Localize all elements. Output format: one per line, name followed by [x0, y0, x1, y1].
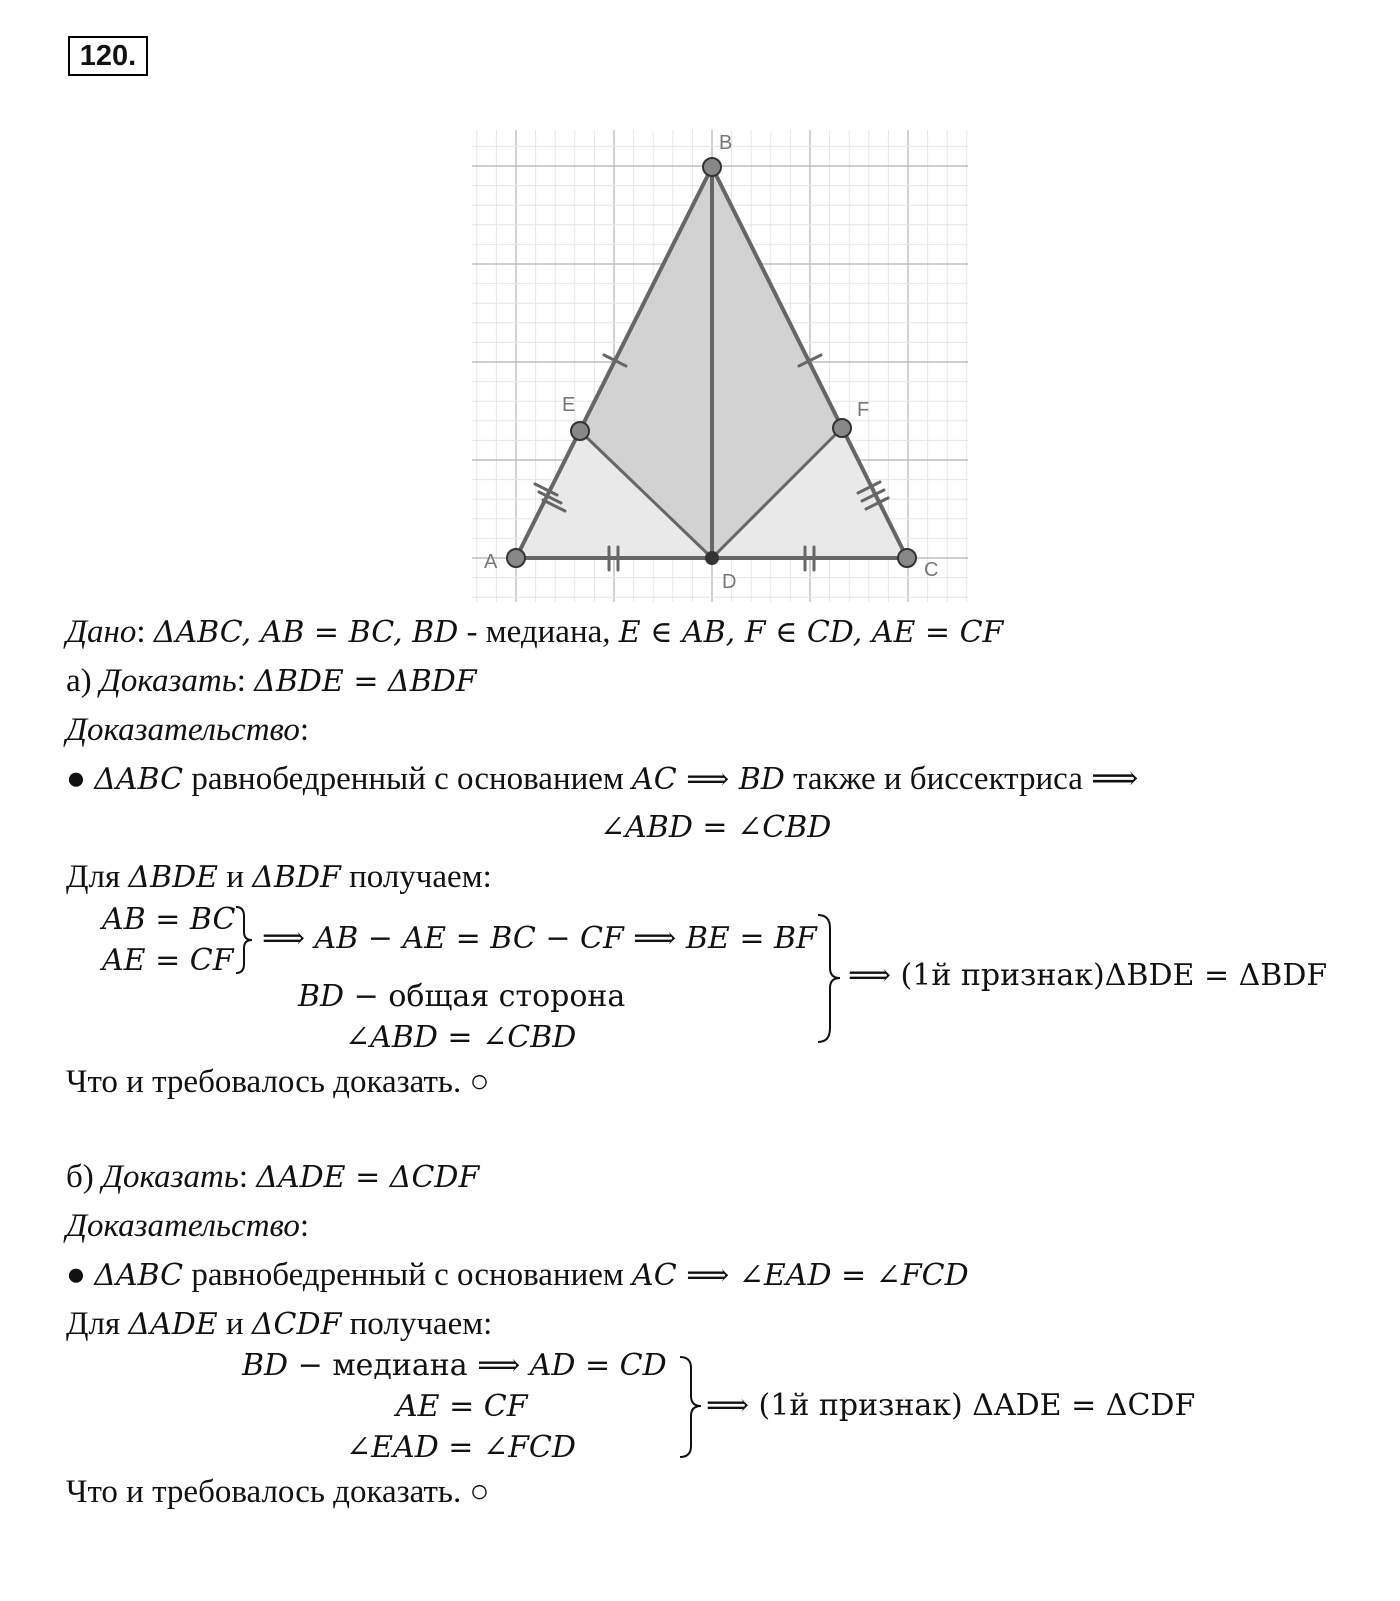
part-b-for-expr-1: ΔADE — [128, 1307, 218, 1342]
point-c — [898, 549, 916, 567]
part-b-sys-l1-expr: BD — [242, 1348, 289, 1383]
part-b-for-text-2: и — [217, 1306, 252, 1342]
part-b-proof-label: Доказательство — [66, 1208, 300, 1244]
part-b-bullet-text-1: равнобедренный с основанием — [183, 1257, 633, 1293]
part-b-marker: б) — [66, 1159, 94, 1195]
part-a-prove-expr: ΔBDE = ΔBDF — [254, 664, 477, 699]
part-a-conclusion: ⟹ (1й признак)ΔBDE = ΔBDF — [848, 958, 1328, 993]
part-a-outer-brace — [814, 912, 844, 1046]
part-b-for-expr-2: ΔCDF — [251, 1307, 342, 1342]
label-f: F — [857, 399, 870, 421]
part-a-sys-r3: ∠ABD = ∠CBD — [345, 1020, 577, 1055]
point-a — [507, 549, 525, 567]
given-median-word: - медиана, — [458, 614, 619, 650]
part-a-for-text-1: Для — [66, 859, 129, 895]
part-b-proof-heading — [66, 1206, 309, 1246]
part-b-sys-l1-expr-2: ⟹ AD = CD — [477, 1348, 667, 1383]
given-label: Дано — [66, 614, 137, 650]
part-a-proof-label: Доказательство — [66, 712, 300, 748]
part-b-sys-l3: ∠EAD = ∠FCD — [346, 1430, 576, 1465]
part-a-for-text-2: и — [218, 859, 253, 895]
part-a-for-expr-2: ΔBDF — [252, 860, 341, 895]
label-c: C — [924, 559, 939, 581]
part-b-colon: : — [238, 1159, 257, 1195]
part-b-sys-l1 — [242, 1348, 667, 1384]
part-a-colon: : — [236, 663, 255, 699]
part-b-sys-l1-text: − медиана — [288, 1348, 478, 1383]
part-b-bullet-line — [66, 1255, 969, 1296]
part-b-prove-label: Доказать — [102, 1159, 239, 1195]
part-a-prove-line — [66, 661, 477, 702]
part-b-prove-expr: ΔADE = ΔCDF — [256, 1160, 480, 1195]
given-line — [66, 612, 1003, 653]
part-b-qed: Что и требовалось доказать. ○ — [66, 1474, 490, 1510]
part-b-bullet-expr-1: ΔABC — [94, 1258, 184, 1293]
part-a-sys-r2-text: − общая сторона — [344, 979, 626, 1014]
label-a: A — [484, 551, 498, 573]
part-a-marker: а) — [66, 663, 92, 699]
point-e — [571, 422, 589, 440]
part-b-sys-l2: AE = CF — [396, 1389, 528, 1424]
part-a-prove-label: Доказать — [99, 663, 237, 699]
part-a-bullet-text-2: также и биссектриса ⟹ — [784, 761, 1139, 797]
given-expr-2: E ∈ AB, F ∈ CD, AE = CF — [618, 615, 1004, 650]
part-b-for-text-1: Для — [66, 1306, 129, 1342]
part-a-angle-equality: ∠ABD = ∠CBD — [600, 810, 832, 845]
part-a-for-line — [66, 857, 492, 898]
part-b-prove-line — [66, 1157, 479, 1198]
point-d — [706, 552, 718, 564]
part-a-bullet-expr-1: ΔABC — [94, 762, 184, 797]
part-b-conclusion: ⟹ (1й признак) ΔADE = ΔCDF — [706, 1388, 1196, 1423]
part-a-sys-l1: AB = BC — [102, 902, 236, 937]
part-b-for-text-3: получаем: — [341, 1306, 493, 1342]
part-a-bullet-text-1: равнобедренный с основанием — [183, 761, 633, 797]
part-a-sys-l2: AE = CF — [102, 943, 234, 978]
part-a-for-expr-1: ΔBDE — [128, 860, 219, 895]
part-a-inner-brace — [232, 904, 256, 976]
given-expr-1: ΔABC, AB = BC, BD — [153, 615, 459, 650]
part-a-sys-r1: ⟹ AB − AE = BC − CF ⟹ BE = BF — [262, 921, 817, 956]
part-b-for-line — [66, 1304, 492, 1345]
part-b-bullet: ● — [66, 1257, 86, 1293]
part-b-brace — [676, 1354, 706, 1460]
part-a-proof-heading — [66, 710, 309, 750]
label-e: E — [562, 394, 576, 416]
part-b-bullet-expr-2: AC ⟹ ∠EAD = ∠FCD — [632, 1258, 969, 1293]
part-a-bullet-expr-2: AC ⟹ BD — [632, 762, 785, 797]
part-a-sys-r2-expr: BD — [298, 979, 345, 1014]
point-f — [833, 419, 851, 437]
given-colon: : — [136, 614, 146, 650]
label-d: D — [722, 571, 737, 593]
part-a-qed: Что и требовалось доказать. ○ — [66, 1064, 490, 1100]
part-a-proof-colon: : — [299, 712, 310, 748]
part-a-bullet: ● — [66, 761, 86, 797]
part-a-sys-r2 — [298, 979, 625, 1015]
triangle-figure — [0, 0, 1400, 620]
problem-number: 120. — [68, 36, 148, 76]
part-a-bullet-line — [66, 759, 1138, 800]
point-b — [703, 158, 721, 176]
part-b-proof-colon: : — [299, 1208, 310, 1244]
label-b: B — [719, 132, 733, 154]
part-a-for-text-3: получаем: — [340, 859, 492, 895]
